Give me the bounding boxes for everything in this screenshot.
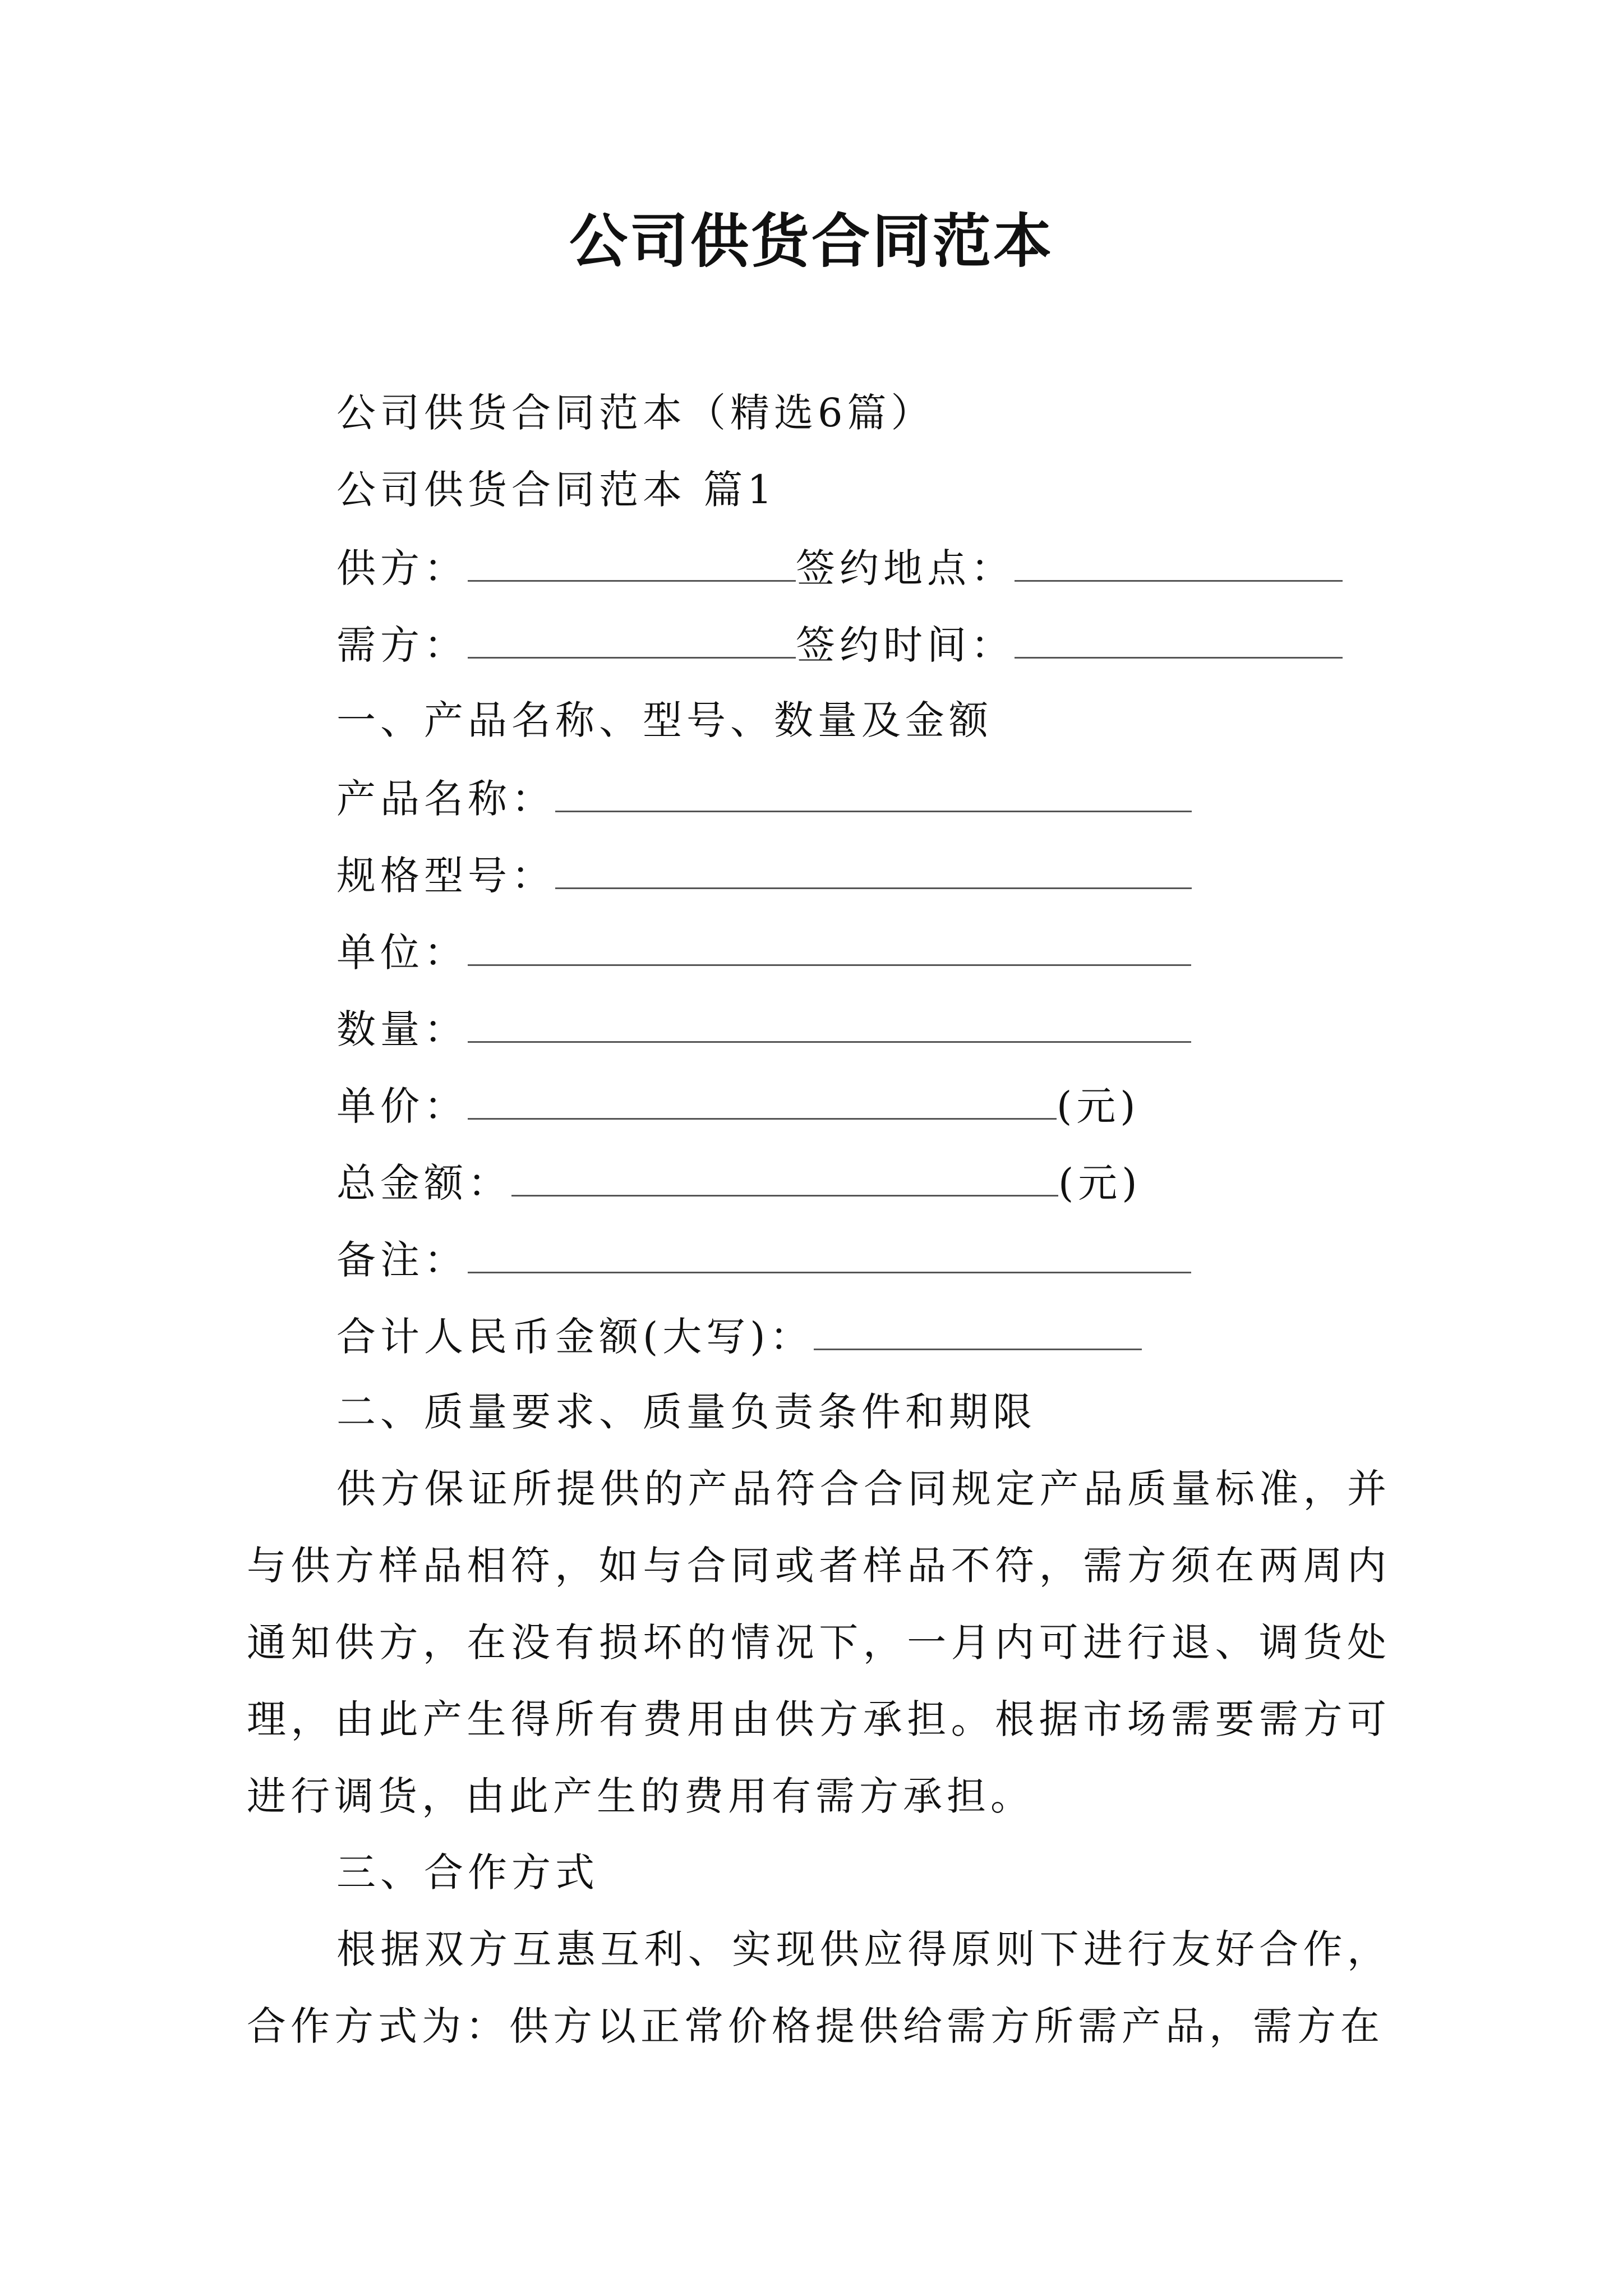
quantity-row (336, 1000, 1191, 1057)
quantity-label: 数量： (336, 1006, 468, 1052)
unit-label: 单位： (336, 930, 468, 976)
heading-3: 三、合作方式 (336, 1849, 599, 1895)
total-row (336, 1153, 1142, 1211)
model-row (336, 846, 1192, 904)
sign-place-label: 签约地点： (796, 545, 1015, 591)
heading-2: 二、质量要求、质量负责条件和期限 (336, 1389, 1036, 1435)
unit-price-suffix: (元) (1057, 1083, 1140, 1129)
product-name-label: 产品名称： (336, 776, 555, 822)
rmb-total-blank[interactable] (814, 1307, 1142, 1350)
total-label: 总金额： (336, 1160, 511, 1206)
model-blank[interactable] (555, 846, 1192, 889)
unit-row (336, 923, 1191, 981)
quantity-blank[interactable] (468, 1000, 1191, 1043)
unit-blank[interactable] (468, 923, 1191, 966)
paragraph-cooperation: 根据双方互惠互利、实现供应得原则下进行友好合作，合作方式为：供方以正常价格提供给需方所需产品，需方在 (247, 1926, 1391, 2049)
unit-price-blank[interactable] (468, 1076, 1057, 1120)
supplier-label: 供方： (336, 545, 468, 591)
total-suffix: (元) (1058, 1160, 1142, 1206)
sign-time-blank[interactable] (1015, 615, 1343, 659)
remark-label: 备注： (336, 1237, 468, 1283)
rmb-total-label: 合计人民币金额(大写)： (336, 1314, 814, 1360)
document-title: 公司供货合同范本 (569, 206, 1054, 275)
heading-1: 一、产品名称、型号、数量及金额 (336, 697, 993, 743)
model-label: 规格型号： (336, 853, 555, 899)
remark-row (336, 1230, 1191, 1288)
sign-time-label: 签约时间： (796, 622, 1015, 668)
supplier-row (336, 539, 1343, 596)
rmb-total-row (336, 1307, 1142, 1365)
total-blank[interactable] (511, 1153, 1058, 1197)
unit-price-label: 单价： (336, 1083, 468, 1129)
paragraph-quality: 供方保证所提供的产品符合合同规定产品质量标准，并与供方样品相符，如与合同或者样品不符，需方须在两周内通知供方，在没有损坏的情况下，一月内可进行退、调货处理，由此产生得所有费用由供方承担。根据市场需要需方可进行调货，由此产生的费用有需方承担。 (247, 1466, 1391, 1819)
buyer-blank[interactable] (468, 615, 796, 659)
remark-blank[interactable] (468, 1230, 1191, 1273)
buyer-label: 需方： (336, 622, 468, 668)
section-title: 公司供货合同范本 篇1 (336, 467, 777, 513)
product-name-row (336, 769, 1192, 827)
product-name-blank[interactable] (555, 769, 1192, 812)
document-subtitle: 公司供货合同范本（精选6篇） (336, 390, 935, 436)
unit-price-row (336, 1076, 1140, 1134)
sign-place-blank[interactable] (1015, 539, 1343, 582)
supplier-blank[interactable] (468, 539, 796, 582)
buyer-row (336, 615, 1343, 673)
